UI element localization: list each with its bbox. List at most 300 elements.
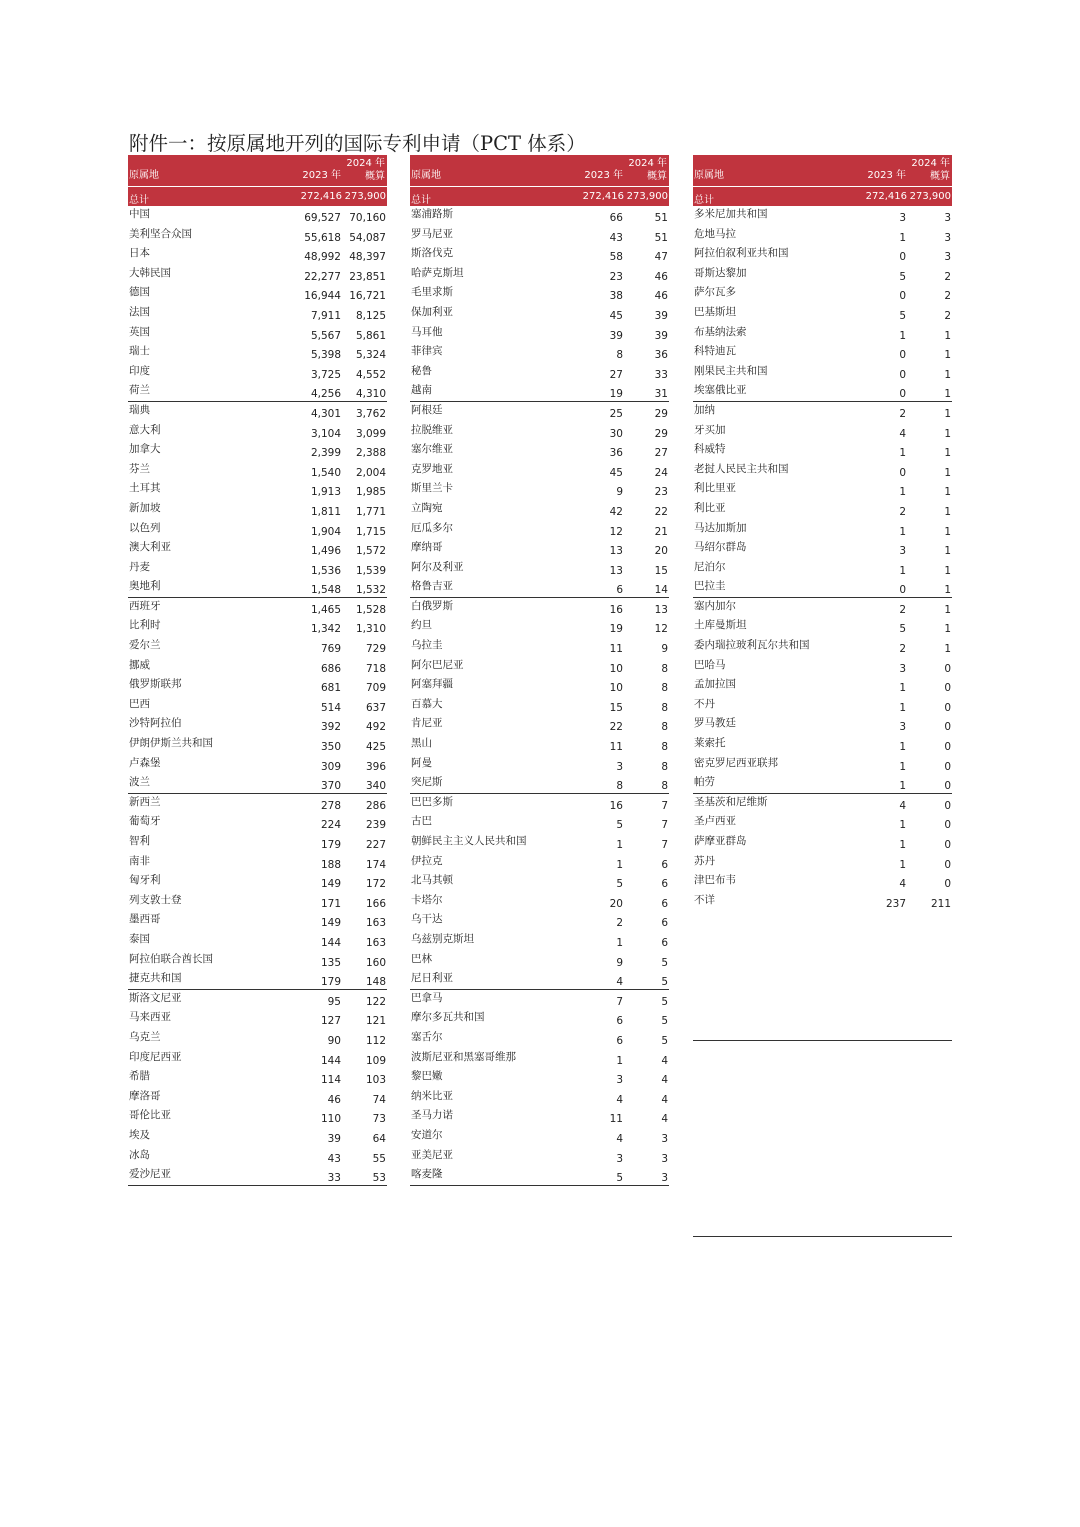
value-2024: 1 (944, 407, 951, 420)
country-name: 利比亚 (694, 501, 726, 514)
table-row (128, 813, 387, 833)
value-2023: 0 (899, 584, 906, 597)
country-name: 巴哈马 (694, 658, 726, 671)
total-label: 总计 (411, 195, 431, 206)
country-name: 塞浦路斯 (411, 208, 453, 220)
value-2023: 1 (616, 858, 623, 871)
value-2024: 174 (365, 858, 386, 871)
value-2024: 36 (654, 349, 668, 362)
table-row (693, 833, 952, 853)
value-2024: 0 (944, 799, 951, 812)
value-2023: 13 (609, 564, 623, 577)
country-name: 加纳 (694, 403, 715, 416)
value-2024: 8,125 (355, 309, 386, 322)
value-2023: 1 (616, 839, 623, 851)
value-2023: 13 (609, 545, 623, 558)
table-bottom-rule (693, 1236, 952, 1237)
country-name: 泰国 (129, 932, 150, 945)
value-2024: 109 (365, 1054, 386, 1067)
table-row (128, 324, 387, 344)
value-2023: 20 (609, 897, 623, 910)
value-2023: 114 (320, 1074, 341, 1087)
table-row (693, 422, 952, 442)
table-row (128, 637, 387, 657)
country-name: 拉脱维亚 (411, 423, 453, 436)
value-2023: 1,811 (310, 505, 341, 518)
value-2024: 4 (661, 1054, 668, 1067)
table-row (693, 637, 952, 657)
value-2023: 1 (899, 741, 906, 754)
table-row (410, 324, 669, 344)
country-name: 德国 (129, 286, 150, 299)
value-2023: 1 (899, 760, 906, 773)
value-2024: 0 (944, 839, 951, 851)
table-row (410, 931, 669, 951)
value-2024: 31 (654, 388, 668, 401)
country-name: 马来西亚 (129, 1011, 171, 1024)
country-name: 乌克兰 (129, 1030, 161, 1043)
value-2024: 718 (365, 662, 386, 675)
value-2023: 769 (320, 643, 341, 656)
table-row (128, 206, 387, 226)
value-2023: 46 (327, 1093, 341, 1106)
table-row (410, 304, 669, 324)
country-name: 塞舌尔 (411, 1030, 443, 1043)
value-2023: 1 (899, 486, 906, 499)
value-2024: 13 (654, 603, 668, 616)
value-2024: 12 (654, 623, 668, 636)
value-2024: 1,985 (355, 486, 386, 499)
value-2023: 12 (609, 525, 623, 538)
table-row (410, 461, 669, 481)
value-2024: 239 (365, 819, 386, 832)
value-2024: 22 (654, 505, 668, 518)
value-2024: 103 (365, 1074, 386, 1087)
value-2023: 1 (616, 1054, 623, 1067)
value-2024: 5,324 (355, 349, 386, 362)
table-header (410, 155, 669, 186)
value-2024: 20 (654, 545, 668, 558)
value-2023: 350 (320, 741, 341, 754)
header-origin: 原属地 (129, 170, 159, 181)
value-2024: 0 (944, 878, 951, 891)
table-row (410, 617, 669, 637)
table-row (128, 872, 387, 892)
table-row (128, 911, 387, 931)
value-2023: 25 (609, 407, 623, 420)
table-row (693, 226, 952, 246)
value-2023: 2,399 (310, 447, 341, 460)
table-row (128, 970, 387, 990)
table-row (693, 715, 952, 735)
country-name: 澳大利亚 (129, 541, 171, 554)
country-name: 列支敦士登 (129, 893, 182, 906)
value-2024: 46 (654, 270, 668, 283)
table-row (410, 206, 669, 226)
value-2024: 5,861 (355, 329, 386, 342)
table-row (128, 363, 387, 383)
value-2023: 179 (320, 839, 341, 851)
value-2024: 23 (654, 486, 668, 499)
country-name: 科威特 (694, 443, 726, 456)
table-row (128, 539, 387, 559)
country-name: 克罗地亚 (411, 462, 453, 475)
table-row (128, 755, 387, 775)
value-2024: 1 (944, 447, 951, 460)
value-2024: 5 (661, 1034, 668, 1047)
table-row (693, 892, 952, 912)
table-row (410, 872, 669, 892)
country-name: 不丹 (694, 697, 715, 710)
total-2023: 272,416 (865, 191, 907, 202)
table-row (410, 265, 669, 285)
table-row (128, 520, 387, 540)
value-2023: 2 (899, 505, 906, 518)
table-row (693, 794, 952, 814)
table-row (693, 480, 952, 500)
value-2024: 6 (661, 878, 668, 891)
country-name: 哥斯达黎加 (694, 266, 747, 279)
value-2024: 3,099 (355, 427, 386, 440)
value-2023: 7,911 (310, 309, 341, 322)
table-row (693, 324, 952, 344)
value-2024: 6 (661, 917, 668, 930)
value-2023: 0 (899, 251, 906, 264)
table-row (128, 892, 387, 912)
country-name: 日本 (129, 247, 150, 260)
value-2024: 1 (944, 564, 951, 577)
country-name: 阿曼 (411, 756, 432, 769)
value-2024: 64 (372, 1132, 386, 1145)
table-row (410, 500, 669, 520)
table-row (410, 853, 669, 873)
country-name: 牙买加 (694, 423, 726, 436)
value-2024: 6 (661, 897, 668, 910)
table-row (128, 1107, 387, 1127)
country-name: 希腊 (129, 1070, 150, 1083)
total-2023: 272,416 (582, 191, 624, 202)
table-row (693, 284, 952, 304)
table-row (128, 774, 387, 794)
value-2023: 3 (899, 662, 906, 675)
value-2023: 149 (320, 917, 341, 930)
table-row (693, 304, 952, 324)
value-2024: 148 (365, 976, 386, 989)
value-2024: 2 (944, 309, 951, 322)
country-name: 伊朗伊斯兰共和国 (129, 737, 213, 750)
value-2023: 22 (609, 721, 623, 734)
value-2024: 1 (944, 603, 951, 616)
value-2024: 7 (661, 819, 668, 832)
country-name: 利比里亚 (694, 482, 736, 495)
country-name: 马绍尔群岛 (694, 541, 747, 554)
value-2024: 7 (661, 839, 668, 851)
country-name: 墨西哥 (129, 913, 161, 926)
value-2024: 172 (365, 878, 386, 891)
country-name: 北马其顿 (411, 874, 453, 887)
value-2023: 681 (320, 682, 341, 695)
value-2024: 51 (654, 212, 668, 224)
value-2023: 69,527 (304, 212, 341, 224)
value-2023: 4 (899, 427, 906, 440)
country-name: 老挝人民民主共和国 (694, 462, 789, 475)
country-name: 土耳其 (129, 482, 161, 495)
value-2023: 43 (327, 1152, 341, 1165)
country-name: 越南 (411, 384, 432, 397)
table-row (410, 422, 669, 442)
value-2024: 227 (365, 839, 386, 851)
value-2024: 74 (372, 1093, 386, 1106)
table-row (693, 265, 952, 285)
country-name: 秘鲁 (411, 364, 432, 377)
value-2023: 0 (899, 466, 906, 479)
value-2023: 1 (899, 525, 906, 538)
value-2023: 1 (899, 839, 906, 851)
value-2024: 340 (365, 780, 386, 793)
value-2023: 10 (609, 662, 623, 675)
country-name: 芬兰 (129, 462, 150, 475)
total-2024: 273,900 (344, 191, 386, 202)
value-2023: 6 (616, 1034, 623, 1047)
value-2023: 149 (320, 878, 341, 891)
value-2024: 8 (661, 780, 668, 793)
value-2024: 1 (944, 329, 951, 342)
value-2024: 70,160 (349, 212, 386, 224)
value-2024: 0 (944, 662, 951, 675)
table-row (128, 422, 387, 442)
value-2023: 90 (327, 1034, 341, 1047)
table-row (128, 245, 387, 265)
country-name: 美利坚合众国 (129, 227, 192, 240)
value-2023: 1 (899, 819, 906, 832)
country-name: 巴拉圭 (694, 580, 726, 593)
country-name: 巴拿马 (411, 991, 443, 1004)
value-2023: 11 (609, 1113, 623, 1126)
table-row (128, 559, 387, 579)
value-2023: 45 (609, 466, 623, 479)
table-row (128, 304, 387, 324)
table-row (128, 441, 387, 461)
country-name: 比利时 (129, 619, 161, 632)
country-name: 卢森堡 (129, 756, 161, 769)
value-2023: 144 (320, 1054, 341, 1067)
value-2023: 1 (899, 780, 906, 793)
country-name: 马达加斯加 (694, 521, 747, 534)
table-row (410, 598, 669, 618)
country-name: 埃及 (129, 1128, 150, 1141)
header-origin: 原属地 (411, 170, 441, 181)
table-row (693, 382, 952, 402)
country-name: 葡萄牙 (129, 815, 161, 828)
country-name: 巴基斯坦 (694, 305, 736, 318)
value-2023: 11 (609, 643, 623, 656)
country-name: 哈萨克斯坦 (411, 266, 464, 279)
country-name: 阿根廷 (411, 403, 443, 416)
table-row (693, 461, 952, 481)
value-2023: 38 (609, 290, 623, 303)
table-header (693, 155, 952, 186)
value-2024: 5 (661, 976, 668, 989)
value-2023: 15 (609, 701, 623, 714)
country-name: 阿尔及利亚 (411, 560, 464, 573)
country-name: 摩纳哥 (411, 541, 443, 554)
value-2023: 8 (616, 780, 623, 793)
value-2024: 27 (654, 447, 668, 460)
value-2023: 2 (899, 603, 906, 616)
total-2024: 273,900 (909, 191, 951, 202)
country-name: 百慕大 (411, 697, 443, 710)
value-2023: 6 (616, 584, 623, 597)
value-2024: 1,532 (355, 584, 386, 597)
table-row (410, 774, 669, 794)
value-2023: 135 (320, 956, 341, 969)
value-2024: 160 (365, 956, 386, 969)
value-2023: 16,944 (304, 290, 341, 303)
value-2023: 66 (609, 212, 623, 224)
page-title: 附件一：按原属地开列的国际专利申请（PCT 体系） (129, 132, 586, 155)
table-row (128, 1029, 387, 1049)
value-2024: 39 (654, 309, 668, 322)
table-row (693, 676, 952, 696)
value-2023: 23 (609, 270, 623, 283)
country-name: 保加利亚 (411, 305, 453, 318)
header-year-2024: 2024 年 概算 (346, 158, 385, 182)
value-2023: 19 (609, 388, 623, 401)
value-2024: 73 (372, 1113, 386, 1126)
value-2024: 0 (944, 721, 951, 734)
value-2023: 3 (899, 721, 906, 734)
country-name: 摩尔多瓦共和国 (411, 1011, 485, 1024)
table-row (128, 598, 387, 618)
table-row (410, 1029, 669, 1049)
table-row (128, 382, 387, 402)
table-row (128, 951, 387, 971)
table-row (128, 696, 387, 716)
country-name: 丹麦 (129, 560, 150, 573)
country-name: 摩洛哥 (129, 1089, 161, 1102)
country-name: 匈牙利 (129, 874, 161, 887)
value-2023: 1,465 (310, 603, 341, 616)
value-2024: 7 (661, 799, 668, 812)
country-name: 乌拉圭 (411, 639, 443, 652)
table-row (693, 363, 952, 383)
table-row (410, 676, 669, 696)
country-name: 萨尔瓦多 (694, 286, 736, 299)
country-name: 菲律宾 (411, 345, 443, 358)
country-name: 斯洛文尼亚 (129, 991, 182, 1004)
value-2024: 1,528 (355, 603, 386, 616)
value-2023: 5,398 (310, 349, 341, 362)
value-2023: 9 (616, 956, 623, 969)
country-name: 印度 (129, 364, 150, 377)
value-2024: 4 (661, 1074, 668, 1087)
table-row (128, 1049, 387, 1069)
country-name: 加拿大 (129, 443, 161, 456)
value-2024: 0 (944, 701, 951, 714)
country-name: 伊拉克 (411, 854, 443, 867)
value-2024: 121 (365, 1015, 386, 1028)
value-2023: 3 (899, 212, 906, 224)
total-row (410, 186, 669, 206)
value-2024: 5 (661, 995, 668, 1008)
total-label: 总计 (129, 195, 149, 206)
table-row (410, 1009, 669, 1029)
value-2023: 0 (899, 290, 906, 303)
country-name: 亚美尼亚 (411, 1148, 453, 1161)
value-2024: 39 (654, 329, 668, 342)
table-row (128, 1127, 387, 1147)
value-2023: 224 (320, 819, 341, 832)
value-2023: 36 (609, 447, 623, 460)
value-2024: 4 (661, 1093, 668, 1106)
table-row (410, 363, 669, 383)
value-2023: 278 (320, 799, 341, 812)
value-2024: 23,851 (349, 270, 386, 283)
country-name: 智利 (129, 835, 150, 847)
country-name: 厄瓜多尔 (411, 521, 453, 534)
value-2023: 3 (616, 1152, 623, 1165)
value-2024: 2,388 (355, 447, 386, 460)
value-2024: 1 (944, 505, 951, 518)
value-2023: 58 (609, 251, 623, 264)
country-name: 朝鲜民主主义人民共和国 (411, 835, 527, 847)
table-row (693, 245, 952, 265)
country-name: 喀麦隆 (411, 1168, 443, 1181)
value-2023: 1,342 (310, 623, 341, 636)
table-row (693, 657, 952, 677)
value-2023: 2 (616, 917, 623, 930)
table-row (410, 539, 669, 559)
value-2023: 4,301 (310, 407, 341, 420)
value-2024: 1 (944, 623, 951, 636)
table-row (693, 735, 952, 755)
value-2024: 8 (661, 741, 668, 754)
value-2023: 4 (899, 799, 906, 812)
table-body (693, 206, 952, 911)
table-row (128, 1009, 387, 1029)
total-row (693, 186, 952, 206)
country-name: 土库曼斯坦 (694, 619, 747, 632)
table-row (693, 441, 952, 461)
value-2024: 24 (654, 466, 668, 479)
country-name: 捷克共和国 (129, 972, 182, 985)
table-row (410, 970, 669, 990)
country-name: 莱索托 (694, 737, 726, 750)
value-2024: 53 (372, 1172, 386, 1185)
value-2023: 1 (899, 329, 906, 342)
value-2024: 4,552 (355, 368, 386, 381)
value-2023: 392 (320, 721, 341, 734)
value-2024: 1 (944, 349, 951, 362)
value-2023: 30 (609, 427, 623, 440)
table-row (410, 696, 669, 716)
value-2023: 1 (899, 564, 906, 577)
table-header (128, 155, 387, 186)
value-2023: 1,904 (310, 525, 341, 538)
table-row (128, 676, 387, 696)
value-2024: 9 (661, 643, 668, 656)
value-2024: 21 (654, 525, 668, 538)
table-row (128, 931, 387, 951)
value-2023: 0 (899, 388, 906, 401)
value-2024: 0 (944, 819, 951, 832)
table-row (410, 755, 669, 775)
table-row (410, 735, 669, 755)
value-2023: 43 (609, 231, 623, 244)
value-2024: 48,397 (349, 251, 386, 264)
value-2024: 3 (944, 212, 951, 224)
value-2024: 1,572 (355, 545, 386, 558)
